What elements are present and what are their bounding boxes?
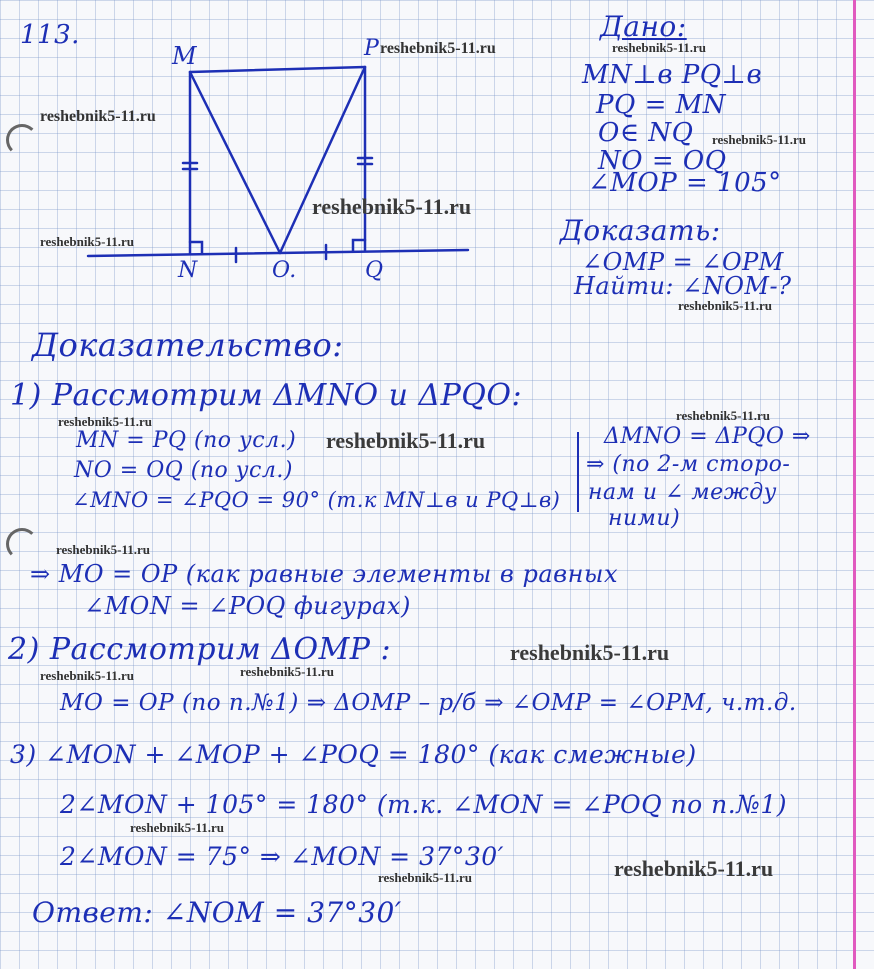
step1-line: NO = OQ (по усл.) xyxy=(74,458,293,483)
watermark: reshebnik5-11.ru xyxy=(510,640,670,665)
given-line: MN⊥в PQ⊥в xyxy=(582,60,763,90)
watermark: reshebnik5-11.ru xyxy=(58,414,153,429)
step1-line: ∠MNO = ∠PQO = 90° (т.к MN⊥в и PQ⊥в) xyxy=(72,488,561,512)
watermark: reshebnik5-11.ru xyxy=(712,132,807,147)
watermark: reshebnik5-11.ru xyxy=(40,668,135,683)
brace xyxy=(577,432,579,512)
watermark: reshebnik5-11.ru xyxy=(40,108,156,125)
step3-line: 2∠MON + 105° = 180° (т.к. ∠MON = ∠POQ по п.№1) xyxy=(60,790,788,819)
point-label-N: N xyxy=(178,258,198,283)
watermark: reshebnik5-11.ru xyxy=(326,428,486,453)
right-angle-Q xyxy=(353,240,365,251)
point-label-M: M xyxy=(172,42,198,70)
segment-MP xyxy=(190,67,365,72)
given-line: NO = OQ xyxy=(598,146,727,176)
watermark: reshebnik5-11.ru xyxy=(678,298,773,313)
step1-line: MN = PQ (по усл.) xyxy=(76,428,297,453)
step1-result: ∠MON = ∠POQ фигурах) xyxy=(84,592,411,620)
point-label-Q: Q xyxy=(365,258,384,283)
step3-line: 3) ∠MON + ∠MOP + ∠POQ = 180° (как смежные) xyxy=(10,740,697,769)
answer: Ответ: ∠NOM = 37°30′ xyxy=(32,896,402,929)
step2-title: 2) Рассмотрим ΔOMP : xyxy=(8,632,392,667)
watermark: reshebnik5-11.ru xyxy=(130,820,225,835)
watermark: reshebnik5-11.ru xyxy=(676,408,771,423)
right-angle-N xyxy=(190,242,202,254)
watermark: reshebnik5-11.ru xyxy=(378,870,473,885)
step3-line: 2∠MON = 75° ⇒ ∠MON = 37°30′ xyxy=(60,842,504,871)
given-line: ∠MOP = 105° xyxy=(588,168,782,198)
step1-conclusion: нам и ∠ между xyxy=(588,480,777,505)
step2-line: MO = OP (по п.№1) ⇒ ΔOMP – р/б ⇒ ∠OMP = ∠OPM, ч.т.д. xyxy=(60,690,797,716)
prove-header: Доказать: xyxy=(560,214,721,247)
step1-title: 1) Рассмотрим ΔMNO и ΔPQO: xyxy=(10,378,523,413)
given-header: Дано: xyxy=(600,10,687,43)
prove-statement: ∠OMP = ∠OPM xyxy=(582,248,784,276)
given-line: O∈ NQ xyxy=(598,118,694,148)
step1-result: ⇒ MO = OP (как равные элементы в равных xyxy=(30,560,618,588)
proof-header: Доказательство: xyxy=(32,326,344,364)
step1-conclusion: ⇒ (по 2-м сторо- xyxy=(586,452,791,477)
watermark: reshebnik5-11.ru xyxy=(614,856,774,881)
given-line: PQ = MN xyxy=(596,90,726,120)
segment-PO xyxy=(280,67,365,253)
watermark: reshebnik5-11.ru xyxy=(612,40,707,55)
watermark: reshebnik5-11.ru xyxy=(40,234,135,249)
point-label-O: O. xyxy=(272,258,297,283)
segment-MO xyxy=(190,72,280,253)
step1-conclusion: ними) xyxy=(608,506,681,531)
watermark: reshebnik5-11.ru xyxy=(56,542,151,557)
problem-number: 113. xyxy=(20,20,80,50)
watermark: reshebnik5-11.ru xyxy=(380,40,496,57)
watermark: reshebnik5-11.ru xyxy=(312,194,472,219)
watermark: reshebnik5-11.ru xyxy=(240,664,335,679)
point-label-P: P xyxy=(364,36,380,61)
find-statement: Найти: ∠NOM-? xyxy=(574,272,792,300)
step1-conclusion: ΔMNO = ΔPQO ⇒ xyxy=(604,424,811,449)
